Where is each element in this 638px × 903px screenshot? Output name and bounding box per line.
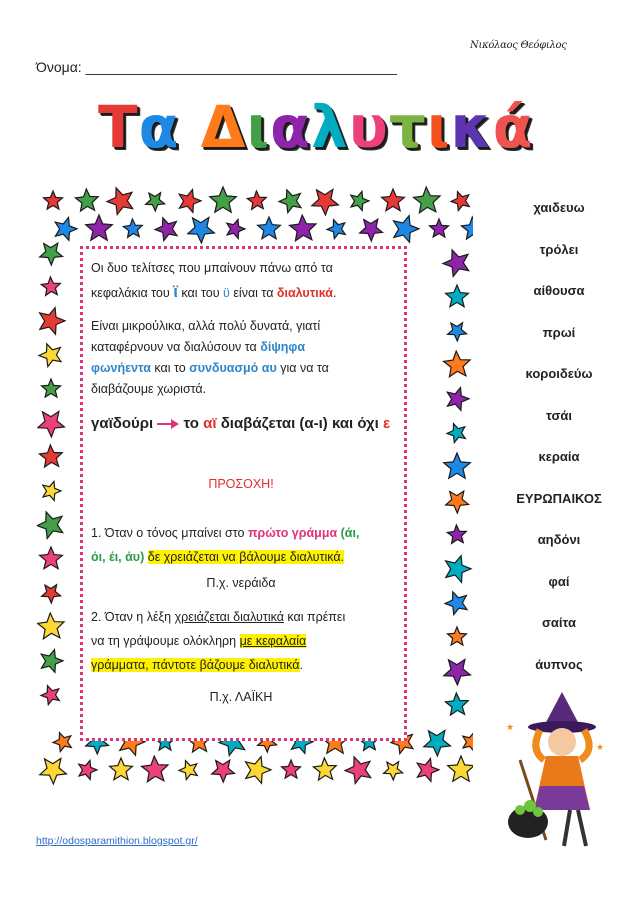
star-icon <box>53 733 71 752</box>
word-item: ΕΥΡΩΠΑΙΚΟΣ <box>516 490 602 506</box>
p1-line-2: κεφαλάκια του ϊ και του ϋ είναι τα διαλυτικά. <box>91 282 337 301</box>
star-icon <box>39 445 62 467</box>
star-icon <box>327 220 345 239</box>
star-icon <box>444 659 471 685</box>
star-icon <box>447 424 465 443</box>
title-letter: λ <box>311 93 349 161</box>
rule-1-line-2 <box>91 545 391 569</box>
keyword-dipsifa: δίψηφα <box>260 340 305 354</box>
keyword-first-letter: πρώτο γράμμα <box>247 526 338 540</box>
paragraph-2 <box>91 316 391 400</box>
rule-text: και πρέπει <box>287 610 346 624</box>
title-letters <box>98 93 534 161</box>
star-icon <box>448 756 473 781</box>
p2-text: και το <box>154 361 186 375</box>
star-icon <box>447 525 466 543</box>
star-icon <box>188 217 215 243</box>
star-icon <box>446 491 469 513</box>
rule-highlight: με κεφαλαία <box>239 634 307 648</box>
keyword-fonienta: φωνήεντα <box>91 361 151 375</box>
star-icon <box>155 218 177 241</box>
title-letter <box>179 93 200 161</box>
rule-examples: όι, έι, άυ) <box>91 550 145 564</box>
word-item: φαί <box>548 573 570 589</box>
star-icon <box>40 243 63 265</box>
star-icon <box>258 217 281 239</box>
title-letter: α <box>270 93 311 161</box>
word-item: πρωί <box>542 324 576 340</box>
p2-line-3 <box>91 358 391 379</box>
star-icon <box>79 760 97 779</box>
word-item: τσάι <box>546 407 572 423</box>
title-letter: ι <box>426 93 451 161</box>
star-icon <box>463 732 473 751</box>
example-ai: αϊ <box>203 415 217 432</box>
star-icon <box>107 188 133 215</box>
example-e: ε <box>382 415 391 432</box>
star-icon <box>38 613 65 639</box>
star-icon <box>430 219 449 237</box>
rule-1-line-1 <box>91 521 391 545</box>
p2-line-1: Είναι μικρούλικα, αλλά πολύ δυνατά, γιατί <box>91 319 321 333</box>
star-icon <box>110 758 133 780</box>
star-icon <box>447 388 469 411</box>
ypsilon-dialytika: ϋ <box>223 286 230 300</box>
star-icon <box>75 189 98 211</box>
star-icon <box>384 762 403 780</box>
star-icon <box>290 215 317 241</box>
word-item: χαιδευω <box>533 200 585 215</box>
author-name: Νικόλαος Θεόφιλος <box>470 40 567 51</box>
star-icon <box>414 187 441 213</box>
rule-text: 1. Όταν ο τόνος μπαίνει στο <box>91 526 245 540</box>
word-item: σαίτα <box>542 615 576 630</box>
star-icon <box>360 219 383 241</box>
p2-line-4: διαβάζουμε χωριστά. <box>91 382 207 396</box>
title-letter: Τ <box>98 93 139 161</box>
star-icon <box>444 351 471 377</box>
title-letter: ά <box>492 93 534 161</box>
title-letter: ι <box>246 93 271 161</box>
paragraph-1 <box>91 256 391 305</box>
star-icon <box>445 592 467 615</box>
star-icon <box>42 379 61 397</box>
keyword-dialytika: διαλυτικά <box>276 286 333 300</box>
star-icon <box>179 761 197 780</box>
witch-illustration <box>500 690 610 850</box>
star-icon <box>227 219 245 238</box>
star-icon <box>313 758 336 780</box>
star-icon <box>444 453 471 478</box>
rule-highlight: γράμματα, πάντοτε βάζουμε διαλυτικά <box>91 658 300 672</box>
svg-text:★: ★ <box>596 743 605 753</box>
word-item: αηδόνι <box>537 532 581 547</box>
star-icon <box>246 757 271 784</box>
p2-line-2 <box>91 337 391 358</box>
example-text: το <box>183 415 199 432</box>
star-icon <box>446 556 471 583</box>
star-icon <box>86 215 113 240</box>
star-icon <box>41 277 60 295</box>
rule-2-line-2 <box>91 629 391 653</box>
rule-2-line-1 <box>91 605 391 629</box>
example-word: γαϊδούρι <box>91 415 154 432</box>
example-line <box>91 412 421 436</box>
star-icon <box>210 187 237 212</box>
star-icon <box>43 481 61 500</box>
star-icon <box>417 759 439 782</box>
star-icon <box>461 217 473 239</box>
word-item: κοροιδεύω <box>525 366 593 381</box>
title-letter: τ <box>388 93 427 161</box>
star-icon <box>247 191 266 209</box>
star-icon <box>312 189 339 215</box>
rule-2-line-3: γράμματα, πάντοτε βάζουμε διαλυτικά. <box>91 658 303 672</box>
star-icon <box>39 344 61 367</box>
star-icon <box>451 192 469 211</box>
word-item: τρόλει <box>539 241 579 257</box>
iota-dialytika: ϊ <box>173 282 178 301</box>
star-icon <box>38 411 65 437</box>
rule-underline: χρειάζεται διαλυτικά <box>174 610 284 624</box>
title-letter: υ <box>348 93 389 161</box>
star-icon <box>448 323 467 341</box>
star-icon <box>123 219 142 237</box>
svg-text:★: ★ <box>506 723 515 733</box>
title-letter: Δ <box>200 93 247 161</box>
star-icon <box>37 512 63 539</box>
title-letter: α <box>138 93 180 161</box>
blog-link[interactable]: http://odosparamithion.blogspot.gr/ <box>36 835 198 847</box>
keyword-syndyasmos: συνδυασμό αυ <box>189 361 277 375</box>
star-icon <box>40 758 67 784</box>
star-icon <box>446 285 469 307</box>
star-icon <box>40 308 65 335</box>
p1-line-1: Οι δυο τελίτσες που μπαίνουν πάνω από τα <box>91 261 333 275</box>
p1-text: και του <box>181 286 220 300</box>
p2-text: για να τα <box>280 361 329 375</box>
title-letter: κ <box>450 93 493 161</box>
star-icon <box>44 191 63 209</box>
star-icon <box>279 190 301 213</box>
star-icon <box>41 686 59 705</box>
rule-1-example: Π.χ. νεράιδα <box>206 576 276 590</box>
rule-examples: (άι, <box>340 526 360 540</box>
star-icon <box>146 193 165 211</box>
page-title <box>98 92 534 162</box>
star-icon <box>41 650 63 673</box>
rule-1 <box>91 521 391 595</box>
star-icon <box>394 216 419 243</box>
rule-highlight: δε χρειάζεται να βάλουμε διαλυτικά. <box>147 550 345 564</box>
star-icon <box>282 760 301 778</box>
word-item: κεραία <box>538 449 580 464</box>
star-icon <box>448 627 467 645</box>
star-icon <box>179 190 201 213</box>
star-icon <box>55 218 77 241</box>
star-icon <box>212 760 235 782</box>
star-icon <box>382 189 405 211</box>
p2-text: καταφέρνουν να διαλύσουν τα <box>91 340 257 354</box>
rule-2-example: Π.χ. ΛΑΪΚΗ <box>209 690 273 704</box>
star-icon <box>424 730 451 756</box>
name-field-line: Όνομα: ________________________________________ <box>36 59 398 75</box>
star-icon <box>351 191 369 210</box>
word-item: αίθουσα <box>533 283 585 298</box>
star-icon <box>443 250 469 277</box>
star-icon <box>445 693 468 715</box>
rule-text: να τη γράψουμε ολόκληρη <box>91 634 237 648</box>
p1-text: κεφαλάκια του <box>91 286 170 300</box>
star-icon <box>42 585 61 603</box>
star-icon <box>345 757 371 784</box>
rule-2 <box>91 605 391 709</box>
arrow-right-icon <box>157 418 179 430</box>
star-icon <box>142 756 169 782</box>
rule-text: 2. Όταν η λέξη <box>91 610 172 624</box>
example-text: διαβάζεται (α-ι) και όχι <box>220 415 379 432</box>
p1-text: είναι τα <box>233 286 274 300</box>
word-item: άυπνος <box>535 656 583 672</box>
star-icon <box>40 547 63 569</box>
warning-heading: ΠΡΟΣΟΧΗ! <box>208 477 274 491</box>
